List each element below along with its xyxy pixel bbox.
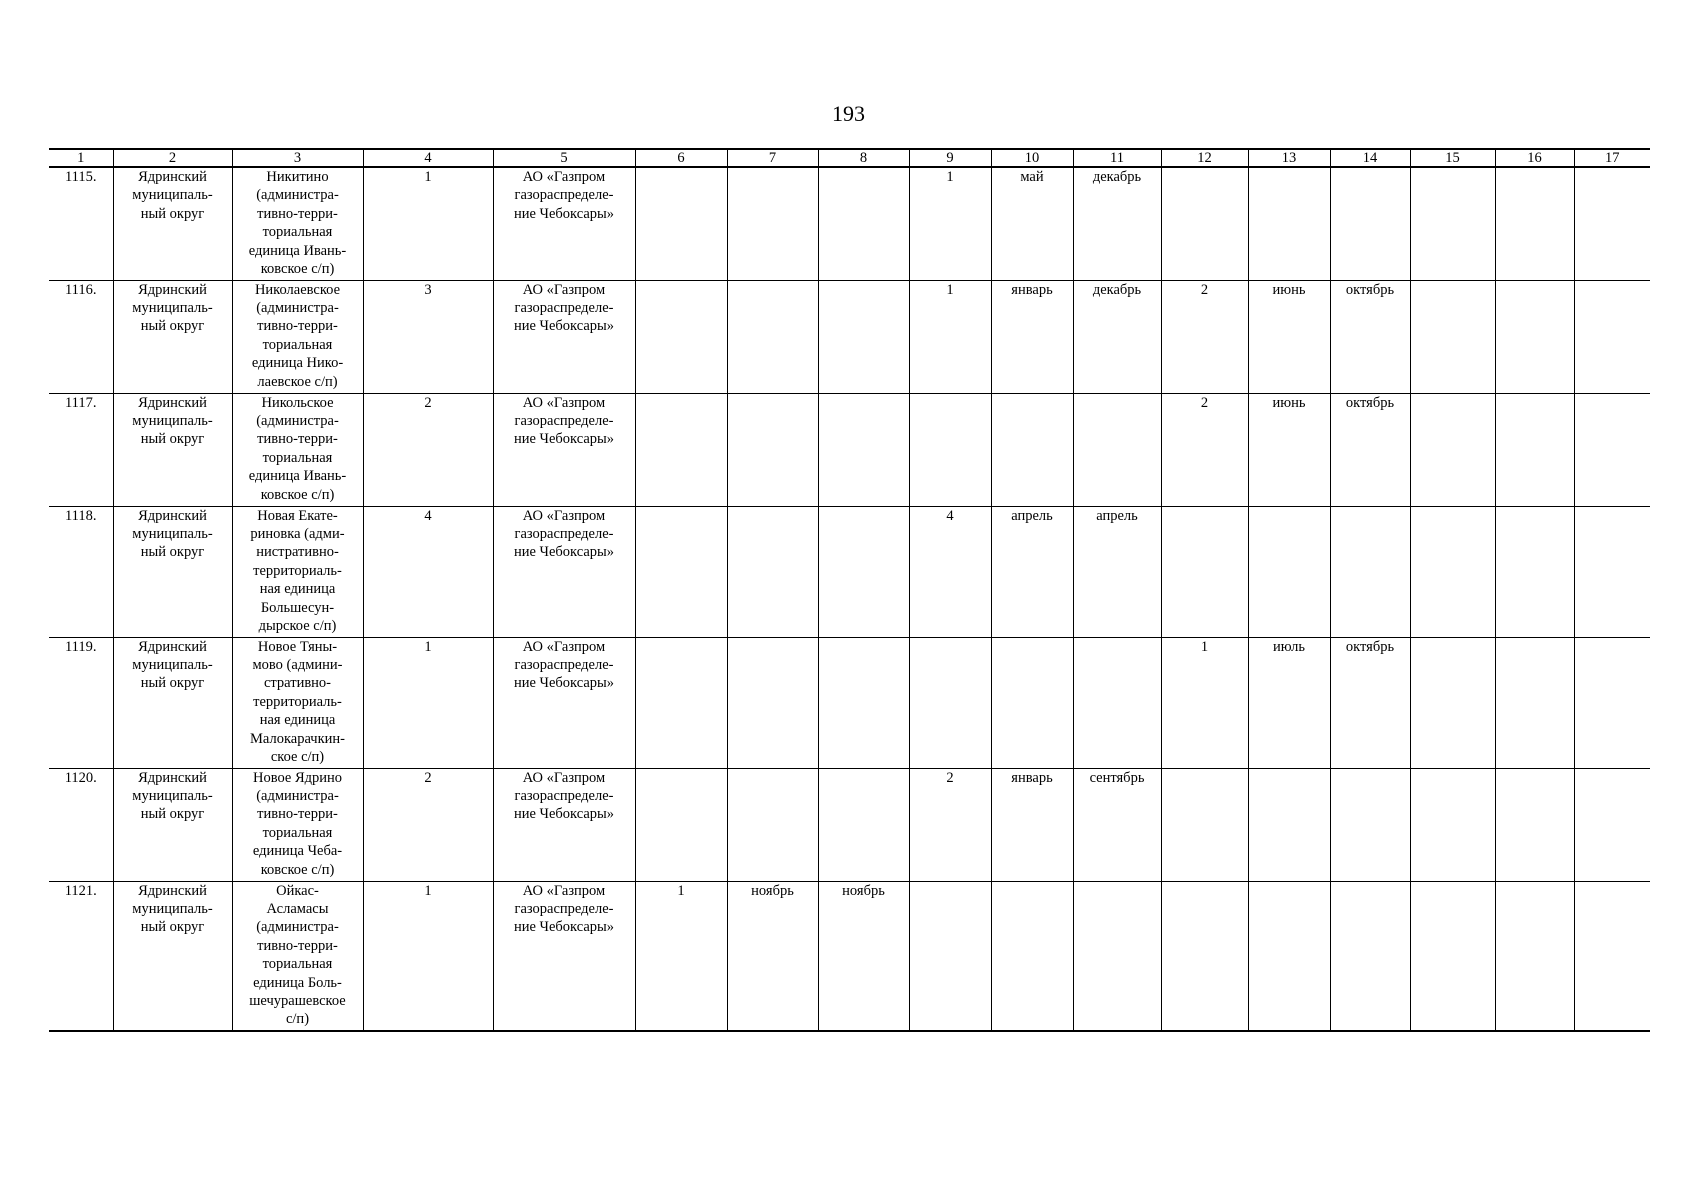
col-15-cell [1410,881,1495,1031]
column-number-cell: 2 [113,149,232,167]
row-number-cell: 1117. [49,393,113,506]
cell-text-line: ный округ [140,544,205,561]
row-number-cell: 1121. [49,881,113,1031]
operator-cell [493,768,635,881]
column-number-cell: 4 [363,149,493,167]
table-row [49,393,1650,506]
cell-text-line: муниципаль- [132,656,213,673]
district-cell [113,506,232,637]
col-13-cell [1248,768,1330,881]
col-17-cell [1574,506,1650,637]
count-cell: 2 [363,768,493,881]
operator-cell [493,167,635,280]
col-10-cell: январь [991,768,1073,881]
count-cell: 3 [363,280,493,393]
col-12-cell [1161,167,1248,280]
col-7-cell [727,768,818,881]
cell-text-line: лаевское с/п) [257,373,338,390]
cell-text-line: ная единица [259,581,336,598]
cell-text-line: (администра- [256,412,339,429]
cell-text-line: с/п) [285,1011,310,1028]
col-7-cell [727,393,818,506]
cell-text-line: муниципаль- [132,900,213,917]
col-8-cell [818,393,909,506]
col-11-cell: декабрь [1073,167,1161,280]
col-12-cell [1161,506,1248,637]
cell-text-line: Никольское [261,394,334,411]
cell-text-line: ковское с/п) [260,861,335,878]
cell-text-line: Малокарачкин- [250,730,345,747]
col-15-cell [1410,393,1495,506]
cell-text-line: газораспределе- [514,656,614,673]
cell-text-line: единица Боль- [253,974,342,991]
col-11-cell: сентябрь [1073,768,1161,881]
col-14-cell [1330,881,1410,1031]
cell-text-line: Ядринский [138,394,207,411]
cell-text-line: ториальная [262,336,333,353]
cell-text-line: единица Ивань- [248,242,347,259]
row-number-cell: 1116. [49,280,113,393]
col-17-cell [1574,768,1650,881]
cell-text-line: муниципаль- [132,187,213,204]
operator-cell [493,637,635,768]
table-row [49,167,1650,280]
col-14-cell: октябрь [1330,393,1410,506]
row-number-cell: 1120. [49,768,113,881]
col-17-cell [1574,393,1650,506]
operator-cell [493,881,635,1031]
col-7-cell [727,637,818,768]
col-9-cell: 4 [909,506,991,637]
district-cell [113,881,232,1031]
cell-text-line: (администра- [256,919,339,936]
col-17-cell [1574,280,1650,393]
col-16-cell [1495,506,1574,637]
column-number-cell: 10 [991,149,1073,167]
column-number-cell: 14 [1330,149,1410,167]
gasification-schedule-table [49,148,1650,1032]
column-number-cell: 6 [635,149,727,167]
cell-text-line: ковское с/п) [260,486,335,503]
cell-text-line: тивно-терри- [257,431,338,448]
cell-text-line: Ядринский [138,507,207,524]
col-9-cell: 2 [909,768,991,881]
col-8-cell: ноябрь [818,881,909,1031]
table-row [49,637,1650,768]
cell-text-line: Ядринский [138,169,207,185]
col-6-cell [635,280,727,393]
col-17-cell [1574,881,1650,1031]
cell-text-line: ный округ [140,318,205,335]
col-12-cell [1161,768,1248,881]
cell-text-line: территориаль- [253,562,342,579]
table-row [49,506,1650,637]
row-number-cell: 1119. [49,637,113,768]
col-12-cell [1161,881,1248,1031]
settlement-cell [232,506,363,637]
cell-text-line: дырское с/п) [258,617,337,634]
col-9-cell [909,637,991,768]
col-10-cell: январь [991,280,1073,393]
column-number-cell: 11 [1073,149,1161,167]
settlement-cell [232,167,363,280]
cell-text-line: газораспределе- [514,787,614,804]
col-13-cell [1248,167,1330,280]
cell-text-line: ториальная [262,824,333,841]
cell-text-line: ный округ [140,919,205,936]
col-16-cell [1495,637,1574,768]
col-17-cell [1574,637,1650,768]
cell-text-line: стративно- [263,675,332,692]
column-number-cell: 8 [818,149,909,167]
cell-text-line: муниципаль- [132,525,213,542]
cell-text-line: единица Нико- [251,355,344,372]
col-12-cell: 1 [1161,637,1248,768]
district-cell [113,637,232,768]
cell-text-line: АО «Газпром [522,394,606,411]
column-number-row [49,149,1650,167]
count-cell: 4 [363,506,493,637]
col-17-cell [1574,167,1650,280]
cell-text-line: единица Ивань- [248,468,347,485]
col-11-cell: апрель [1073,506,1161,637]
col-16-cell [1495,393,1574,506]
col-10-cell [991,637,1073,768]
cell-text-line: риновка (адми- [250,525,345,542]
cell-text-line: ный округ [140,675,205,692]
col-6-cell [635,506,727,637]
column-number-cell: 15 [1410,149,1495,167]
table-row [49,768,1650,881]
col-15-cell [1410,637,1495,768]
cell-text-line: ние Чебоксары» [513,431,615,448]
col-15-cell [1410,167,1495,280]
col-13-cell [1248,506,1330,637]
col-8-cell [818,768,909,881]
col-6-cell [635,637,727,768]
col-11-cell [1073,637,1161,768]
settlement-cell [232,637,363,768]
count-cell: 1 [363,881,493,1031]
cell-text-line: тивно-терри- [257,318,338,335]
settlement-cell [232,768,363,881]
column-number-cell: 1 [49,149,113,167]
operator-cell [493,280,635,393]
cell-text-line: Ядринский [138,769,207,786]
col-6-cell: 1 [635,881,727,1031]
cell-text-line: Николаевское [254,281,341,298]
cell-text-line: Новое Тяны- [257,638,338,655]
cell-text-line: ториальная [262,224,333,241]
column-number-cell: 16 [1495,149,1574,167]
col-14-cell: октябрь [1330,637,1410,768]
col-6-cell [635,768,727,881]
cell-text-line: АО «Газпром [522,507,606,524]
col-8-cell [818,280,909,393]
col-8-cell [818,506,909,637]
col-11-cell [1073,881,1161,1031]
col-7-cell [727,167,818,280]
settlement-cell [232,393,363,506]
cell-text-line: ние Чебоксары» [513,675,615,692]
cell-text-line: ный округ [140,806,205,823]
row-number-cell: 1118. [49,506,113,637]
cell-text-line: газораспределе- [514,900,614,917]
count-cell: 1 [363,167,493,280]
operator-cell [493,393,635,506]
cell-text-line: АО «Газпром [522,769,606,786]
cell-text-line: ние Чебоксары» [513,544,615,561]
row-number-cell: 1115. [49,167,113,280]
cell-text-line: ковское с/п) [260,261,335,278]
col-9-cell [909,881,991,1031]
col-10-cell [991,393,1073,506]
col-12-cell: 2 [1161,393,1248,506]
col-16-cell [1495,167,1574,280]
cell-text-line: муниципаль- [132,787,213,804]
cell-text-line: ние Чебоксары» [513,919,615,936]
cell-text-line: ториальная [262,449,333,466]
operator-cell [493,506,635,637]
col-10-cell: май [991,167,1073,280]
cell-text-line: (администра- [256,299,339,316]
cell-text-line: ный округ [140,205,205,222]
settlement-cell [232,280,363,393]
col-8-cell [818,637,909,768]
cell-text-line: шечурашевское [249,992,346,1009]
column-number-cell: 7 [727,149,818,167]
col-7-cell [727,506,818,637]
table-row [49,280,1650,393]
col-13-cell: июль [1248,637,1330,768]
col-7-cell: ноябрь [727,881,818,1031]
col-13-cell: июнь [1248,393,1330,506]
col-9-cell: 1 [909,167,991,280]
cell-text-line: единица Чеба- [252,843,343,860]
count-cell: 1 [363,637,493,768]
cell-text-line: Ядринский [138,281,207,298]
count-cell: 2 [363,393,493,506]
cell-text-line: Новое Ядрино [252,769,343,786]
cell-text-line: ние Чебоксары» [513,205,615,222]
cell-text-line: Ядринский [138,638,207,655]
cell-text-line: АО «Газпром [522,169,606,185]
cell-text-line: газораспределе- [514,412,614,429]
col-6-cell [635,167,727,280]
col-16-cell [1495,768,1574,881]
cell-text-line: газораспределе- [514,525,614,542]
table-body [49,149,1650,1031]
column-number-cell: 17 [1574,149,1650,167]
column-number-cell: 13 [1248,149,1330,167]
col-8-cell [818,167,909,280]
col-16-cell [1495,280,1574,393]
cell-text-line: муниципаль- [132,299,213,316]
district-cell [113,280,232,393]
column-number-cell: 9 [909,149,991,167]
col-14-cell [1330,167,1410,280]
col-7-cell [727,280,818,393]
cell-text-line: муниципаль- [132,412,213,429]
col-14-cell [1330,506,1410,637]
cell-text-line: тивно-терри- [257,205,338,222]
settlement-cell [232,881,363,1031]
cell-text-line: АО «Газпром [522,281,606,298]
col-6-cell [635,393,727,506]
column-number-cell: 12 [1161,149,1248,167]
col-13-cell: июнь [1248,280,1330,393]
district-cell [113,768,232,881]
cell-text-line: (администра- [256,187,339,204]
district-cell [113,393,232,506]
cell-text-line: (администра- [256,787,339,804]
cell-text-line: Ойкас- [276,882,319,899]
column-number-cell: 3 [232,149,363,167]
cell-text-line: Никитино [266,169,329,185]
col-15-cell [1410,280,1495,393]
page-number: 193 [832,101,865,126]
col-11-cell: декабрь [1073,280,1161,393]
cell-text-line: тивно-терри- [257,937,338,954]
col-10-cell [991,881,1073,1031]
cell-text-line: Новая Екате- [257,507,338,524]
cell-text-line: ный округ [140,431,205,448]
col-9-cell: 1 [909,280,991,393]
col-15-cell [1410,506,1495,637]
cell-text-line: АО «Газпром [522,638,606,655]
cell-text-line: Большесун- [260,599,335,616]
table-row [49,881,1650,1031]
column-number-cell: 5 [493,149,635,167]
cell-text-line: газораспределе- [514,187,614,204]
cell-text-line: мово (админи- [252,656,343,673]
cell-text-line: ториальная [262,956,333,973]
col-9-cell [909,393,991,506]
cell-text-line: тивно-терри- [257,806,338,823]
col-16-cell [1495,881,1574,1031]
cell-text-line: Ядринский [138,882,207,899]
cell-text-line: ское с/п) [270,748,325,765]
district-cell [113,167,232,280]
cell-text-line: ная единица [259,712,336,729]
col-14-cell [1330,768,1410,881]
cell-text-line: Асламасы [266,900,329,917]
cell-text-line: газораспределе- [514,299,614,316]
cell-text-line: нистративно- [256,544,339,561]
col-14-cell: октябрь [1330,280,1410,393]
col-10-cell: апрель [991,506,1073,637]
cell-text-line: ние Чебоксары» [513,318,615,335]
col-13-cell [1248,881,1330,1031]
cell-text-line: ние Чебоксары» [513,806,615,823]
cell-text-line: АО «Газпром [522,882,606,899]
col-15-cell [1410,768,1495,881]
cell-text-line: территориаль- [253,693,342,710]
col-11-cell [1073,393,1161,506]
col-12-cell: 2 [1161,280,1248,393]
